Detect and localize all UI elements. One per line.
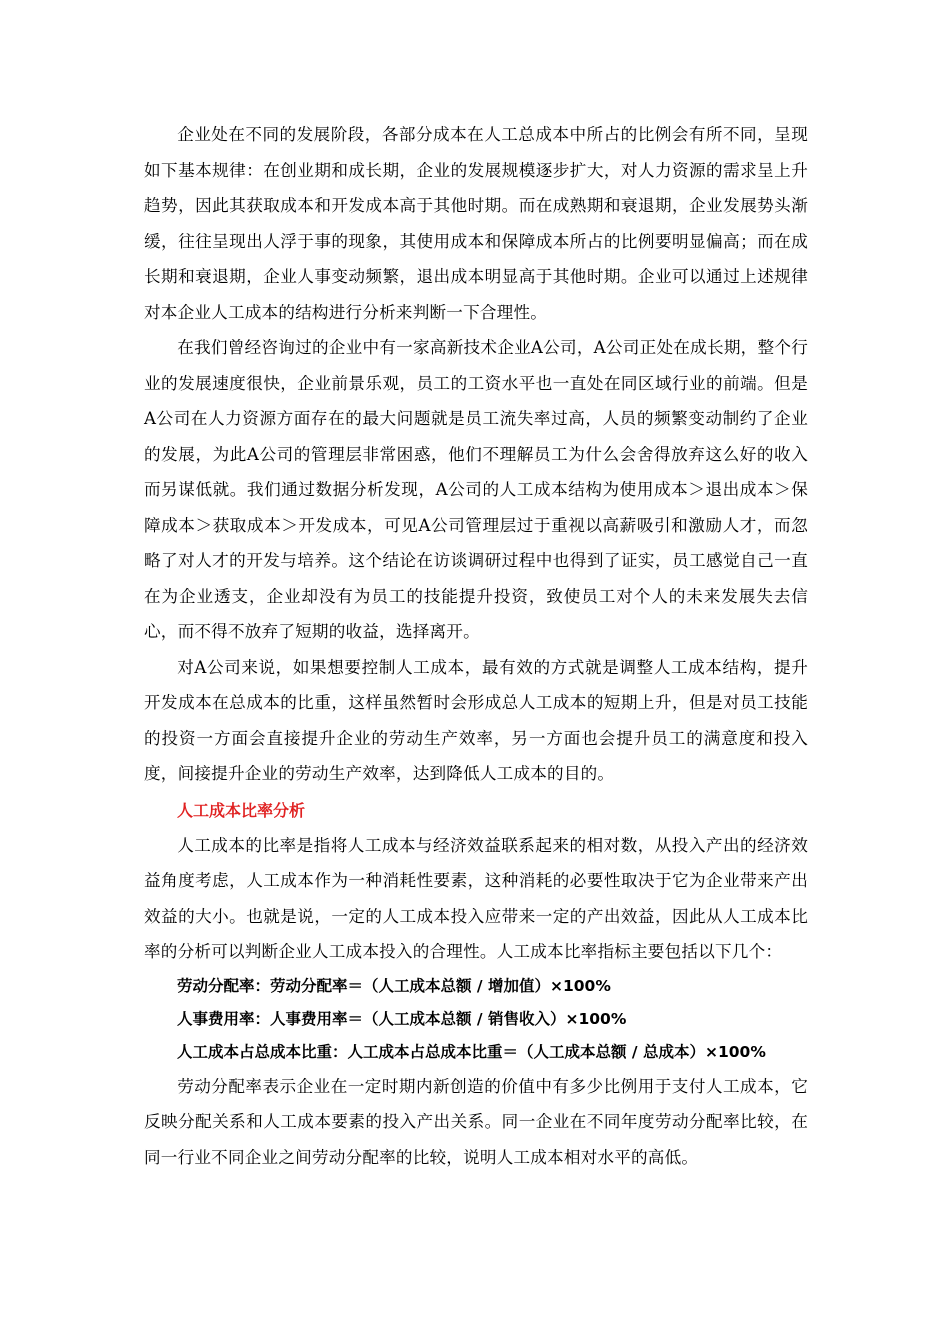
formula-label: 劳动分配率： bbox=[177, 976, 271, 995]
paragraph-ratio-intro: 人工成本的比率是指将人工成本与经济效益联系起来的相对数，从投入产出的经济效益角度考虑，人工成本作为一种消耗性要素，这种消耗的必要性取决于它为企业带来产出效益的大小。也就是说，一定的人工成本投入应带来一定的产出效益，因此从人工成本比率的分析可以判断企业人工成本投入的合理性。人工成本比率指标主要包括以下几个： bbox=[144, 835, 808, 961]
formula-label: 人工成本占总成本比重： bbox=[177, 1042, 348, 1061]
document-page bbox=[144, 117, 808, 1175]
paragraph-company-a-solution: 对A公司来说，如果想要控制人工成本，最有效的方式就是调整人工成本结构，提升开发成本在总成本的比重，这样虽然暂时会形成总人工成本的短期上升，但是对员工技能的投资一方面会直接提升企业的劳动生产效率，另一方面也会提升员工的满意度和投入度，间接提升企业的劳动生产效率，达到降低人工成本的目的。 bbox=[144, 657, 808, 783]
formula-personnel-cost-rate bbox=[144, 1003, 808, 1036]
formula-expression: 人工成本占总成本比重＝（人工成本总额 / 总成本）×100% bbox=[347, 1042, 766, 1061]
formula-expression: 人事费用率＝（人工成本总额 / 销售收入）×100% bbox=[270, 1009, 627, 1028]
formula-expression: 劳动分配率＝（人工成本总额 / 增加值）×100% bbox=[270, 976, 611, 995]
paragraph-cost-stages: 企业处在不同的发展阶段，各部分成本在人工总成本中所占的比例会有所不同，呈现如下基本规律：在创业期和成长期，企业的发展规模逐步扩大，对人力资源的需求呈上升趋势，因此其获取成本和开发成本高于其他时期。而在成熟期和衰退期，企业发展势头渐缓，往往呈现出人浮于事的现象，其使用成本和保障成本所占的比例要明显偏高；而在成长期和衰退期，企业人事变动频繁，退出成本明显高于其他时期。企业可以通过上述规律对本企业人工成本的结构进行分析来判断一下合理性。 bbox=[144, 125, 808, 322]
section-heading: 人工成本比率分析 bbox=[177, 800, 306, 820]
paragraph-company-a-case: 在我们曾经咨询过的企业中有一家高新技术企业A公司，A公司正处在成长期，整个行业的发展速度很快，企业前景乐观，员工的工资水平也一直处在同区域行业的前端。但是A公司在人力资源方面存在的最大问题就是员工流失率过高，人员的频繁变动制约了企业的发展，为此A公司的管理层非常困惑，他们不理解员工为什么会舍得放弃这么好的收入而另谋低就。我们通过数据分析发现，A公司的人工成本结构为使用成本＞退出成本＞保障成本＞获取成本＞开发成本，可见A公司管理层过于重视以高薪吸引和激励人才，而忽略了对人才的开发与培养。这个结论在访谈调研过程中也得到了证实，员工感觉自己一直在为企业透支，企业却没有为员工的技能提升投资，致使员工对个人的未来发展失去信心，而不得不放弃了短期的收益，选择离开。 bbox=[144, 338, 808, 641]
paragraph-labor-distribution-explanation: 劳动分配率表示企业在一定时期内新创造的价值中有多少比例用于支付人工成本，它反映分配关系和人工成本要素的投入产出关系。同一企业在不同年度劳动分配率比较，在同一行业不同企业之间劳动分配率的比较，说明人工成本相对水平的高低。 bbox=[144, 1076, 808, 1167]
formula-label: 人事费用率： bbox=[177, 1009, 271, 1028]
formula-labor-cost-share bbox=[144, 1036, 808, 1069]
formula-labor-distribution-rate bbox=[144, 970, 808, 1003]
